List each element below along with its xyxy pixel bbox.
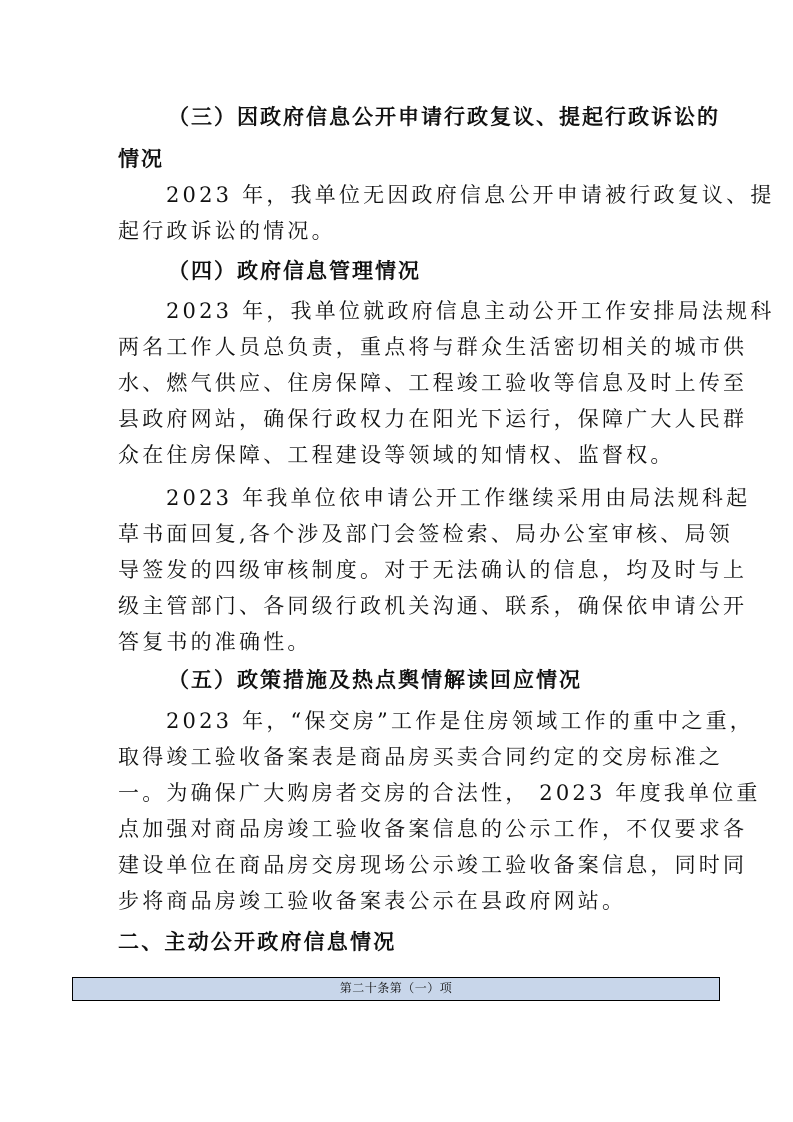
section-4-title: （四）政府信息管理情况: [168, 258, 421, 283]
section-4-para2-line: 草书面回复,各个涉及部门会签检索、局办公室审核、局领: [118, 522, 733, 546]
section-3-title-cont: 情况: [118, 146, 164, 171]
section-4-para2-line: 答复书的准确性。: [118, 630, 312, 654]
section-5-body-line: 建设单位在商品房交房现场公示竣工验收备案信息，同时同: [118, 853, 748, 877]
section-4-para1-line: 2023 年，我单位就政府信息主动公开工作安排局法规科: [166, 299, 775, 323]
section-5-body-line: 取得竣工验收备案表是商品房买卖合同约定的交房标准之: [118, 745, 723, 769]
section-4-para2-line: 级主管部门、各同级行政机关沟通、联系，确保依申请公开: [118, 594, 748, 618]
section-5-body-line: 点加强对商品房竣工验收备案信息的公示工作，不仅要求各: [118, 817, 748, 841]
section-4-para2-line: 导签发的四级审核制度。对于无法确认的信息，均及时与上: [118, 558, 748, 582]
section-5-body-line: 一。为确保广大购房者交房的合法性， 2023 年度我单位重: [118, 781, 761, 805]
section-5-title: （五）政策措施及热点舆情解读回应情况: [168, 667, 582, 692]
section-5-body-line: 步将商品房竣工验收备案表公示在县政府网站。: [118, 889, 627, 913]
section-3-body-line: 起行政诉讼的情况。: [118, 219, 336, 243]
section-4-para1-line: 两名工作人员总负责，重点将与群众生活密切相关的城市供: [118, 335, 748, 359]
section-3-title: （三）因政府信息公开申请行政复议、提起行政诉讼的: [168, 104, 720, 129]
section-4-para2-line: 2023 年我单位依申请公开工作继续采用由局法规科起: [166, 486, 751, 510]
table-header-row: [72, 977, 720, 1001]
section-4-para1-line: 县政府网站，确保行政权力在阳光下运行，保障广大人民群: [118, 407, 748, 431]
section-3-body-line: 2023 年，我单位无因政府信息公开申请被行政复议、提: [166, 183, 775, 207]
section-4-para1-line: 水、燃气供应、住房保障、工程竣工验收等信息及时上传至: [118, 371, 748, 395]
section-4-para1-line: 众在住房保障、工程建设等领域的知情权、监督权。: [118, 443, 675, 467]
section-heading-2: 二、主动公开政府信息情况: [118, 930, 397, 954]
table-header-label: 第二十条第（一）项: [339, 981, 453, 995]
section-5-body-line: 2023 年，“保交房”工作是住房领域工作的重中之重，: [166, 709, 754, 733]
